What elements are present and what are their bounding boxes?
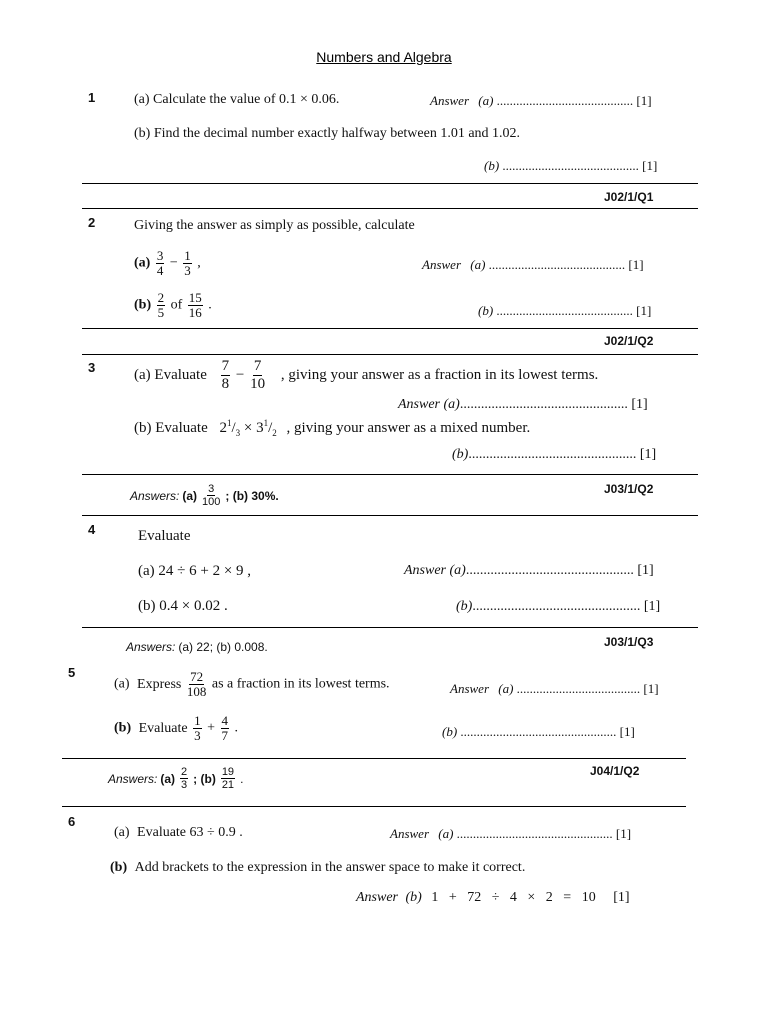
question-number-3: 3 (88, 360, 96, 375)
q5-answers (108, 766, 243, 791)
q5-b-part: (b) (442, 724, 458, 739)
numerator: 2 (157, 290, 165, 305)
q3-answers-fraction (202, 483, 220, 508)
denominator: 3 (184, 263, 191, 278)
q2-a-operator: − (169, 255, 178, 271)
q5-answers-end: . (240, 771, 244, 786)
q5-b-evaluate: Evaluate (138, 720, 188, 736)
divider (82, 515, 698, 516)
q2-a-end: , (197, 255, 201, 271)
q2-reference: J02/1/Q2 (604, 334, 654, 348)
q4-intro: Evaluate (138, 528, 191, 544)
q5-a-part: (a) (498, 681, 514, 696)
q3-b-mixed-2: $3^1/_2$ (256, 418, 277, 438)
q3-b-mixed-1: $2^1/_3$ (219, 418, 241, 438)
q1-a-answer-line (430, 93, 652, 109)
q5-answers-fraction-a (180, 766, 188, 791)
divider (82, 474, 698, 475)
q5-b-answer-line (442, 724, 635, 740)
q6-a-dots: ................................................ (456, 826, 613, 841)
q1-part-a (134, 92, 339, 108)
q3-answers (130, 483, 279, 508)
q1-b-mark: [1] (642, 158, 658, 173)
q3-b-rest: , giving your answer as a mixed number. (286, 420, 531, 436)
q5-a-dots: ...................................... (516, 681, 641, 696)
denominator: 2 (272, 428, 277, 438)
q5-answers-label: Answers: (108, 771, 158, 786)
q2-a-fraction-2 (183, 249, 192, 278)
numerator: 19 (221, 766, 235, 778)
denominator: 4 (156, 263, 164, 278)
q1-a-mark: [1] (636, 93, 652, 108)
q2-b-mark: [1] (636, 303, 652, 318)
q6-a-answer-line (390, 826, 631, 842)
numerator: 3 (208, 483, 215, 495)
q6-b-part: (b) (405, 890, 422, 905)
q2-b-fraction-2 (188, 291, 203, 320)
q1-b-dots: .......................................... (502, 158, 639, 173)
question-number-4: 4 (88, 522, 96, 537)
q3-a-label: (a) (134, 366, 151, 383)
q1-part-b (134, 126, 520, 142)
q2-b-part: (b) (478, 303, 494, 318)
q2-b-of: of (170, 297, 183, 313)
q3-a-rest: , giving your answer as a fraction in its lowest terms. (280, 366, 599, 383)
q3-a-dots: ................................................ (459, 397, 628, 412)
q4-answers (126, 640, 268, 654)
divider (62, 758, 686, 759)
numerator: 72 (190, 669, 204, 684)
q4-b-part: (b) (456, 599, 473, 614)
q1-b-part: (b) (484, 158, 500, 173)
q3-a-operator: − (235, 366, 245, 383)
q3-a-mark: [1] (631, 397, 648, 412)
denominator: 21 (221, 779, 235, 791)
denominator: 10 (250, 376, 266, 392)
denominator: 5 (157, 305, 165, 320)
q5-answers-a: (a) (160, 771, 176, 786)
q6-b-mark: [1] (613, 890, 630, 905)
denominator: 108 (186, 684, 207, 699)
q4-a-answer-line (404, 563, 654, 579)
denominator: 16 (188, 305, 202, 320)
q3-a-fraction-1 (221, 358, 231, 393)
q6-a-part: (a) (438, 826, 454, 841)
q1-a-label: (a) (134, 92, 150, 107)
question-number-5: 5 (68, 665, 76, 680)
numerator: 2 (181, 766, 188, 778)
q5-b-fraction-2 (221, 714, 230, 743)
divider (82, 328, 698, 329)
q5-b-mark: [1] (619, 724, 635, 739)
divider (82, 627, 698, 628)
q5-a-fraction (187, 670, 207, 699)
q5-a-answer-word: Answer (450, 681, 489, 696)
q2-a-fraction-1 (156, 249, 165, 278)
q5-b-dots: ................................................ (460, 724, 617, 739)
q3-a-answer-line (398, 397, 648, 413)
divider (62, 806, 686, 807)
q2-a-answer-word: Answer (422, 257, 461, 272)
q4-reference: J03/1/Q3 (604, 635, 654, 649)
q5-part-a (114, 670, 390, 699)
q6-b-text: Add brackets to the expression in the answer space to make it correct. (134, 860, 526, 875)
q2-a-dots: .......................................... (488, 257, 626, 272)
q5-part-b (114, 714, 238, 743)
q6-b-answer-line (356, 890, 630, 906)
whole: 3 (256, 420, 264, 436)
q5-a-mark: [1] (643, 681, 659, 696)
q4-answers-label: Answers: (126, 640, 176, 654)
q2-b-end: . (208, 297, 212, 313)
q3-answers-b: ; (b) 30%. (225, 488, 279, 503)
q5-b-end: . (234, 720, 239, 736)
q1-reference: J02/1/Q1 (604, 190, 654, 204)
denominator: 8 (221, 376, 230, 392)
numerator: 1 (184, 248, 191, 263)
q3-answers-label: Answers: (130, 488, 180, 503)
q1-a-answer-word: Answer (430, 93, 469, 108)
q4-a-answer-word: Answer (a) (404, 563, 466, 578)
q2-a-part: (a) (470, 257, 486, 272)
q6-a-text: Evaluate 63 ÷ 0.9 . (137, 825, 243, 840)
numerator: 7 (253, 358, 262, 374)
q1-b-text: Find the decimal number exactly halfway between 1.01 and 1.02. (153, 126, 521, 141)
q1-a-part: (a) (478, 93, 494, 108)
q2-a-mark: [1] (628, 257, 644, 272)
numerator: 1 (226, 418, 232, 428)
q6-b-label: (b) (110, 860, 128, 875)
q3-b-label: (b) (134, 420, 152, 436)
q1-b-label: (b) (134, 126, 151, 141)
page-title: Numbers and Algebra (316, 49, 452, 65)
denominator: 100 (202, 496, 221, 508)
q4-b-mark: [1] (643, 599, 661, 614)
divider (82, 208, 698, 209)
q6-a-mark: [1] (615, 826, 632, 841)
q5-a-express: Express (137, 676, 182, 692)
q3-part-a (134, 358, 598, 393)
q3-a-evaluate: Evaluate (154, 366, 207, 383)
q6-part-a (114, 825, 243, 841)
q5-a-answer-line (450, 681, 659, 697)
q4-a-mark: [1] (637, 563, 654, 578)
numerator: 15 (188, 290, 202, 305)
q3-part-b (134, 418, 530, 438)
q5-a-rest: as a fraction in its lowest terms. (211, 676, 390, 692)
q4-b-text: 0.4 × 0.02 . (159, 598, 228, 614)
whole: 2 (219, 420, 227, 436)
question-number-1: 1 (88, 90, 96, 105)
q2-b-dots: .......................................... (496, 303, 633, 318)
denominator: 3 (235, 428, 241, 438)
q4-a-text: 24 ÷ 6 + 2 × 9 , (158, 563, 252, 579)
q6-a-answer-word: Answer (390, 826, 429, 841)
question-number-6: 6 (68, 814, 76, 829)
q4-part-b (138, 598, 228, 615)
q4-part-a (138, 563, 251, 580)
q3-b-answer-line (452, 447, 656, 463)
q2-b-answer-line (478, 303, 651, 319)
q5-a-label: (a) (114, 676, 130, 692)
q2-part-b (134, 291, 212, 320)
q4-answers-text: (a) 22; (b) 0.008. (178, 640, 268, 654)
denominator: 7 (221, 728, 229, 743)
q4-b-label: (b) (138, 598, 156, 614)
q2-part-a (134, 249, 201, 278)
q3-a-fraction-2 (250, 358, 265, 393)
divider (82, 354, 698, 355)
divider (82, 183, 698, 184)
q4-a-label: (a) (138, 563, 155, 579)
q2-b-label: (b) (134, 297, 152, 313)
q3-a-answer-word: Answer (a) (398, 397, 460, 412)
q5-b-operator: + (207, 720, 216, 736)
q2-intro: Giving the answer as simply as possible, calculate (134, 218, 415, 233)
q2-b-fraction-1 (157, 291, 166, 320)
q2-a-label: (a) (134, 255, 151, 271)
numerator: 1 (194, 713, 201, 728)
q1-a-dots: .......................................... (496, 93, 634, 108)
q1-b-answer-line (484, 158, 657, 174)
q6-a-label: (a) (114, 825, 130, 840)
numerator: 7 (221, 358, 230, 374)
q3-b-part: (b) (452, 447, 469, 462)
q5-reference: J04/1/Q2 (590, 764, 640, 778)
q5-b-label: (b) (114, 720, 132, 736)
q3-b-evaluate: Evaluate (155, 420, 208, 436)
q6-b-answer-word: Answer (356, 890, 398, 905)
q5-answers-fraction-b (221, 766, 235, 791)
q3-b-times: × (243, 420, 253, 436)
numerator: 4 (221, 713, 229, 728)
q1-a-text: Calculate the value of 0.1 × 0.06. (153, 92, 340, 107)
numerator: 3 (156, 248, 164, 263)
question-number-2: 2 (88, 215, 96, 230)
numerator: 1 (263, 418, 269, 428)
q4-b-dots: ................................................ (472, 599, 641, 614)
q5-answers-b: ; (b) (193, 771, 216, 786)
denominator: 3 (194, 728, 201, 743)
q4-a-dots: ................................................ (465, 563, 634, 578)
q6-part-b (110, 860, 525, 876)
q3-reference: J03/1/Q2 (604, 482, 654, 496)
q3-b-mark: [1] (639, 447, 657, 462)
q4-b-answer-line (456, 599, 660, 615)
denominator: 3 (181, 779, 188, 791)
q3-answers-a: (a) (182, 488, 198, 503)
q2-a-answer-line (422, 257, 644, 273)
q5-b-fraction-1 (193, 714, 202, 743)
q6-b-expression: 1 + 72 ÷ 4 × 2 = 10 (431, 890, 596, 905)
q3-b-dots: ................................................ (468, 447, 637, 462)
